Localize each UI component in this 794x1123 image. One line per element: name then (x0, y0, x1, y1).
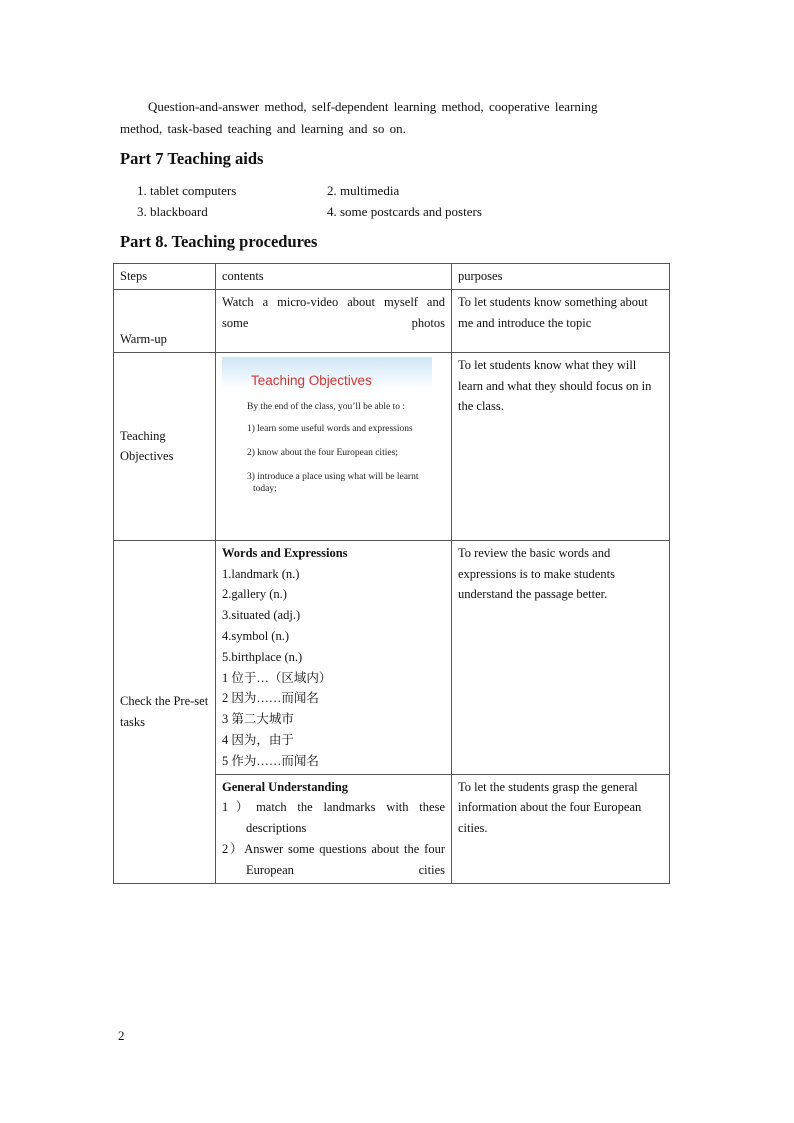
aid-item: 1. tablet computers (137, 183, 237, 198)
slide-title: Teaching Objectives (251, 372, 372, 388)
teaching-procedures-table (113, 263, 670, 884)
table-header-row (114, 264, 670, 290)
teaching-methods-text: Question-and-answer method, self-dependent learning method, cooperative learning method, task-based teaching and learning and so on. (120, 99, 598, 136)
objectives-content (216, 352, 452, 540)
slide-line: 3) introduce a place using what will be learnt (247, 471, 419, 482)
header-contents: contents (216, 264, 452, 290)
header-steps: Steps (114, 264, 216, 290)
step-warmup: Warm-up (114, 289, 216, 352)
list-item: 3.situated (adj.) (222, 608, 301, 623)
teaching-aids-list (137, 180, 482, 222)
list-item: 2）Answer some questions about the four European cities (222, 841, 445, 877)
table-row-words (114, 540, 670, 774)
words-purpose: To review the basic words and expressions is to make students understand the passage better. (452, 540, 670, 774)
list-item: 2.gallery (n.) (222, 587, 287, 602)
objectives-slide-image (222, 357, 432, 507)
list-item: 3 第二大城市 (222, 712, 294, 727)
slide-line: today; (253, 483, 277, 494)
list-item: 5 作为……而闻名 (222, 753, 319, 768)
words-content (216, 540, 452, 774)
part8-heading: Part 8. Teaching procedures (120, 232, 318, 251)
table-row-objectives (114, 352, 670, 540)
aid-item: 2. multimedia (327, 183, 400, 198)
slide-line: 1) learn some useful words and expressions (247, 423, 413, 434)
aid-item: 3. blackboard (137, 204, 208, 219)
general-content (216, 774, 452, 883)
teaching-methods-paragraph (120, 96, 630, 139)
header-purposes: purposes (452, 264, 670, 290)
step-preset: Check the Pre-set tasks (114, 540, 216, 883)
step-objectives: Teaching Objectives (114, 352, 216, 540)
list-item: 4.symbol (n.) (222, 628, 290, 643)
objectives-purpose: To let students know what they will learn and what they should focus on in the class. (452, 352, 670, 540)
list-item: 1.landmark (n.) (222, 566, 300, 581)
general-title: General Understanding (222, 779, 349, 794)
list-item: 4 因为，由于 (222, 732, 294, 747)
words-title: Words and Expressions (222, 545, 348, 560)
warmup-purpose: To let students know something about me and introduce the topic (452, 289, 670, 352)
table-row-warmup (114, 289, 670, 352)
warmup-content: Watch a micro-video about myself and some photos (216, 289, 452, 352)
list-item: 1 位于…（区域内） (222, 670, 332, 685)
aid-item: 4. some postcards and posters (327, 204, 482, 219)
general-purpose: To let the students grasp the general information about the four European cities. (452, 774, 670, 883)
slide-line: 2) know about the four European cities; (247, 447, 398, 458)
list-item: 2 因为……而闻名 (222, 691, 319, 706)
part7-heading: Part 7 Teaching aids (120, 149, 264, 168)
slide-line: By the end of the class, you’ll be able to : (247, 401, 406, 412)
page-number: 2 (118, 1028, 125, 1043)
list-item: 1）match the landmarks with these descriptions (222, 800, 445, 836)
list-item: 5.birthplace (n.) (222, 649, 303, 664)
